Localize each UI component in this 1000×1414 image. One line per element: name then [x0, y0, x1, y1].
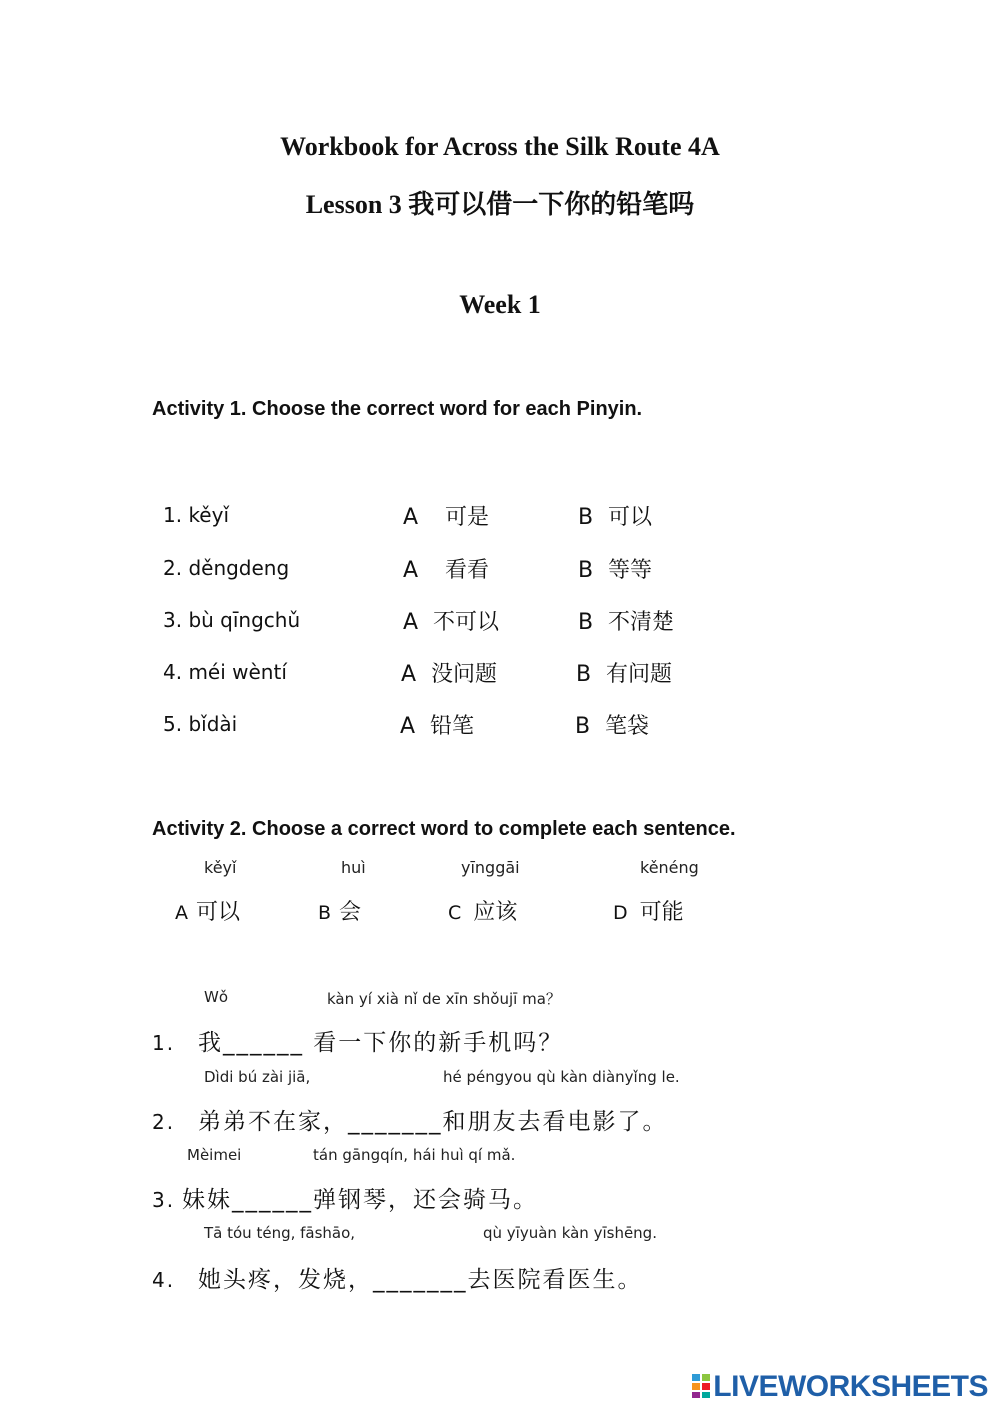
option-word: 没问题 [431, 662, 498, 687]
option-letter: B [318, 902, 332, 924]
option-word: 会 [339, 900, 362, 925]
sentence-text: 我______ 看一下你的新手机吗？ [198, 1030, 564, 1056]
sentence-pinyin: Tā tóu téng, fāshāo, [204, 1224, 356, 1242]
lesson-title: Lesson 3 我可以借一下你的铅笔吗 [305, 190, 695, 219]
option-word: 铅笔 [430, 714, 475, 739]
option-letter: A [403, 610, 419, 635]
option-letter: B [578, 558, 594, 583]
activity1-pinyin: 1. kěyǐ [163, 503, 230, 527]
option-word: 不可以 [433, 610, 500, 635]
workbook-title: Workbook for Across the Silk Route 4A [280, 132, 720, 161]
option-letter: A [175, 902, 188, 924]
activity1-option-b[interactable] [575, 709, 649, 740]
liveworksheets-mark-icon [691, 1373, 711, 1399]
activity1-heading: Activity 1. Choose the correct word for each Pinyin. [152, 398, 643, 420]
option-word: 笔袋 [605, 714, 650, 739]
option-word: 等等 [608, 558, 653, 583]
word-bank-pinyin: kěyǐ [204, 858, 237, 877]
sentence-number: 3. [152, 1188, 176, 1212]
activity2-heading: Activity 2. Choose a correct word to complete each sentence. [152, 818, 736, 840]
sentence-number: 2. [152, 1110, 176, 1134]
option-word: 应该 [473, 900, 518, 925]
option-letter: B [576, 662, 592, 687]
option-word: 有问题 [606, 662, 673, 687]
sentence-row[interactable] [152, 1024, 563, 1057]
sentence-row[interactable] [152, 1181, 538, 1214]
option-letter: A [403, 505, 419, 530]
word-bank-pinyin: kěnéng [640, 858, 699, 877]
option-letter: A [403, 558, 419, 583]
activity1-option-b[interactable] [578, 605, 674, 636]
activity1-option-a[interactable] [403, 553, 489, 584]
option-word: 看看 [445, 558, 490, 583]
sentence-row[interactable] [152, 1103, 668, 1136]
activity1-option-b[interactable] [578, 500, 652, 531]
sentence-pinyin: qù yīyuàn kàn yīshēng. [483, 1224, 657, 1242]
word-bank-pinyin: huì [341, 858, 366, 877]
option-letter: B [575, 714, 591, 739]
logo-text: LIVEWORKSHEETS [713, 1370, 988, 1403]
sentence-pinyin: kàn yí xià nǐ de xīn shǒujī ma？ [327, 990, 561, 1008]
sentence-number: 4. [152, 1268, 176, 1292]
activity1-option-b[interactable] [576, 657, 672, 688]
option-letter: C [448, 902, 462, 924]
liveworksheets-logo[interactable] [691, 1370, 988, 1404]
sentence-text: 她头疼，发烧，_______去医院看医生。 [198, 1267, 643, 1293]
activity1-option-a[interactable] [403, 500, 489, 531]
option-word: 不清楚 [608, 610, 675, 635]
sentence-pinyin: tán gāngqín, hái huì qí mǎ. [313, 1146, 516, 1164]
activity1-pinyin: 5. bǐdài [163, 712, 238, 736]
option-word: 可以 [608, 505, 653, 530]
sentence-text: 妹妹______弹钢琴，还会骑马。 [182, 1187, 538, 1213]
sentence-pinyin: hé péngyou qù kàn diànyǐng le. [443, 1068, 680, 1086]
activity1-option-a[interactable] [403, 605, 499, 636]
sentence-number: 1. [152, 1031, 176, 1055]
word-bank-option-c [448, 895, 517, 926]
activity1-pinyin: 3. bù qīngchǔ [163, 608, 301, 632]
sentence-pinyin: Dìdi bú zài jiā, [204, 1068, 311, 1086]
word-bank-option-a [175, 895, 240, 926]
option-letter: A [401, 662, 417, 687]
sentence-pinyin: Wǒ [204, 988, 229, 1006]
option-word: 可是 [445, 505, 490, 530]
sentence-pinyin: Mèimei [187, 1146, 242, 1164]
option-word: 可以 [196, 900, 241, 925]
option-letter: B [578, 505, 594, 530]
word-bank-option-b [318, 895, 361, 926]
activity1-pinyin: 2. děngdeng [163, 556, 290, 580]
option-letter: A [400, 714, 416, 739]
activity1-option-a[interactable] [401, 657, 497, 688]
sentence-row[interactable] [152, 1261, 643, 1294]
activity1-option-b[interactable] [578, 553, 652, 584]
option-letter: D [613, 902, 628, 924]
activity1-pinyin: 4. méi wèntí [163, 660, 287, 684]
word-bank-pinyin: yīnggāi [461, 858, 520, 877]
option-word: 可能 [639, 900, 684, 925]
activity1-option-a[interactable] [400, 709, 474, 740]
option-letter: B [578, 610, 594, 635]
word-bank-option-d [613, 895, 684, 926]
week-title: Week 1 [459, 290, 541, 319]
sentence-text: 弟弟不在家，_______和朋友去看电影了。 [198, 1109, 668, 1135]
